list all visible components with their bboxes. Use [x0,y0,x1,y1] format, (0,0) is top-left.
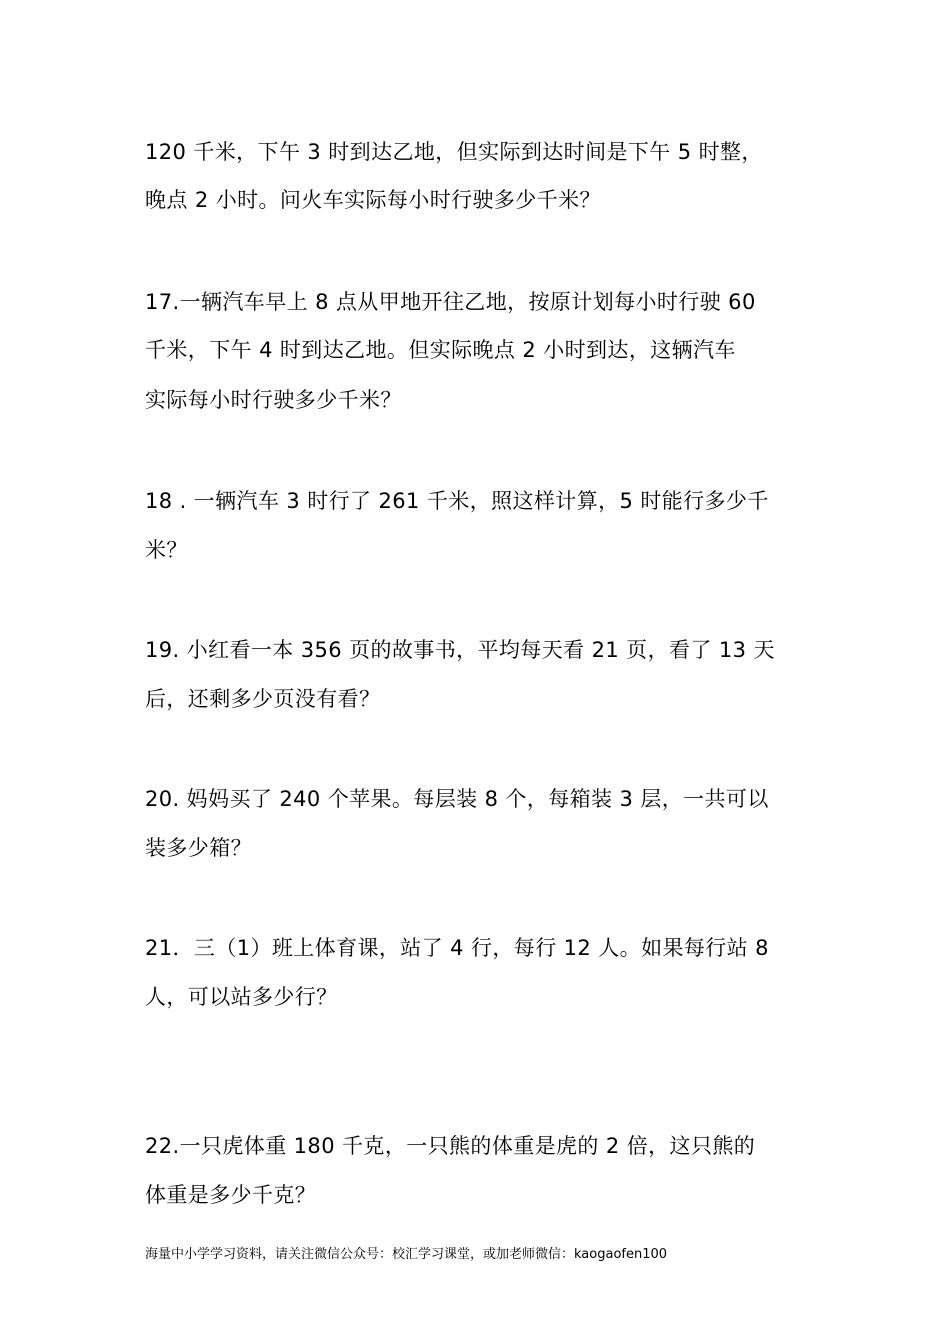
problem-16-line-1: 120 千米，下午 3 时到达乙地，但实际到达时间是下午 5 时整， [145,140,763,164]
problem-18-line-2: 米？ [145,538,188,562]
problem-22-line-1: 22.一只虎体重 180 千克，一只熊的体重是虎的 2 倍，这只熊的 [145,1134,756,1158]
problem-19-line-1: 19. 小红看一本 356 页的故事书，平均每天看 21 页，看了 13 天 [145,638,775,662]
problem-20-line-2: 装多少箱？ [145,836,252,860]
problem-21-line-1: 21．三（1）班上体育课，站了 4 行，每行 12 人。如果每行站 8 [145,936,769,960]
problem-17-line-2: 千米，下午 4 时到达乙地。但实际晚点 2 小时到达，这辆汽车 [145,338,736,362]
problem-21-line-2: 人，可以站多少行？ [145,985,338,1009]
problem-16-line-2: 晚点 2 小时。问火车实际每小时行驶多少千米？ [145,188,601,212]
problem-19-line-2: 后，还剩多少页没有看？ [145,687,381,711]
page-footer: 海量中小学学习资料，请关注微信公众号：校汇学习课堂，或加老师微信：kaogaofen100 [145,1247,668,1262]
problem-17-line-3: 实际每小时行驶多少千米？ [145,388,402,412]
problem-18-line-1: 18 . 一辆汽车 3 时行了 261 千米，照这样计算，5 时能行多少千 [145,489,769,513]
problem-20-line-1: 20. 妈妈买了 240 个苹果。每层装 8 个，每箱装 3 层，一共可以 [145,787,769,811]
problem-17-line-1: 17.一辆汽车早上 8 点从甲地开往乙地，按原计划每小时行驶 60 [145,290,756,314]
problem-22-line-2: 体重是多少千克？ [145,1183,317,1207]
